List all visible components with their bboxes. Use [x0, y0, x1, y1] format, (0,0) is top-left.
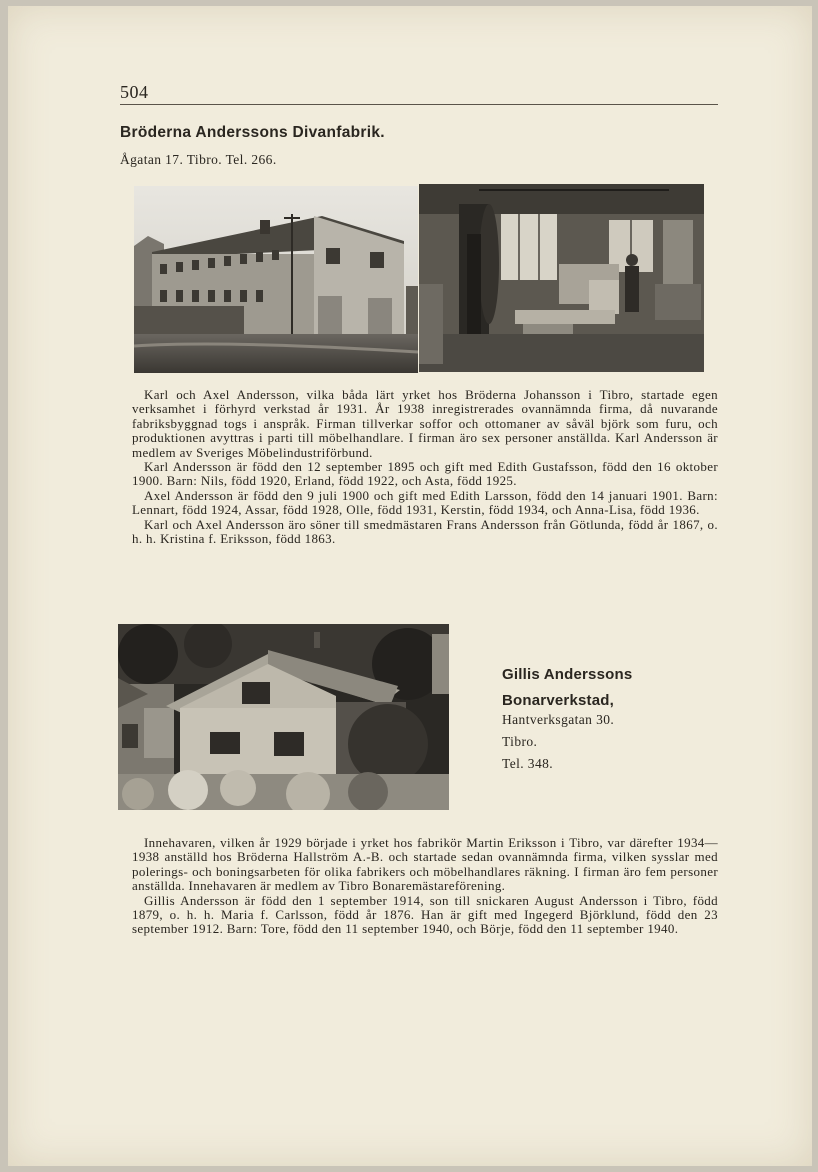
- section1-paragraph-3: Axel Andersson är född den 9 juli 1900 och gift med Edith Larsson, född den 14 januari 1901. Barn: Lennart, född 1924, Assar, född 1928, Olle, född 1931, Kerstin, född 1934, och Anna-Lisa, född 1936.: [132, 487, 718, 518]
- section2-paragraph-1: Innehavaren, vilken år 1929 började i yrket hos fabrikör Martin Eriksson i Tibro, var därefter 1934—1938 anställd hos Bröderna Hallström A.-B. och startade sedan ovannämnda firma, vilken sysslar med polerings- och boningsarbeten för olika fabrikers och möbelhandlares räkning. I firman äro fem personer anställda. Innehavaren är medlem av Tibro Bonaremästareförening.: [132, 835, 718, 894]
- section1-title: Bröderna Anderssons Divanfabrik.: [120, 124, 385, 141]
- house-photo: [118, 624, 449, 810]
- section2-paragraph-2: Gillis Andersson är född den 1 september 1914, son till snickaren August Andersson i Tibro, född 1879, o. h. h. Maria f. Carlsson, född år 1876. Han är gift med Ingegerd Björklund, född den 23 september 1912. Barn: Tore, född den 11 september 1940, och Börje, född den 11 september 1940.: [132, 892, 718, 937]
- header-rule: [120, 104, 718, 105]
- section1-address: Ågatan 17. Tibro. Tel. 266.: [120, 152, 277, 167]
- section2-address-line-3: Tel. 348.: [502, 756, 554, 771]
- section1-paragraph-2: Karl Andersson är född den 12 september 1895 och gift med Edith Gustafsson, född den 16 oktober 1900. Barn: Nils, född 1920, Erland, född 1922, och Asta, född 1925.: [132, 459, 718, 489]
- section2-address-line-2: Tibro.: [502, 734, 538, 749]
- section2-body: [132, 836, 718, 937]
- factory-building-photo: [134, 186, 418, 373]
- book-page: [8, 6, 812, 1166]
- section2-title: Gillis Anderssons Bonarverkstad,: [502, 666, 633, 709]
- section2-address-line-1: Hantverksgatan 30.: [502, 712, 615, 727]
- section1-paragraph-1: Karl och Axel Andersson, vilka båda lärt yrket hos Bröderna Johansson i Tibro, startade egen verksamhet i förhyrd verkstad år 1931. År 1938 inregistrerades ovannämnda firma, då nuvarande fabriksbyggnad togs i anspråk. Firman tillverkar soffor och ottomaner av såväl björk som furu, och produktionen avyttras i parti till möbelhandlare. I firman äro sex personer anställda. Karl Andersson är medlem av Sveriges Möbelindustriförbund.: [132, 387, 718, 460]
- workshop-interior-photo: [419, 184, 704, 372]
- page-number: 504: [120, 82, 149, 102]
- section1-paragraph-4: Karl och Axel Andersson äro söner till smedmästaren Frans Andersson från Götlunda, född år 1867, o. h. h. Kristina f. Eriksson, född 1863.: [132, 516, 718, 547]
- section1-body: [132, 388, 718, 546]
